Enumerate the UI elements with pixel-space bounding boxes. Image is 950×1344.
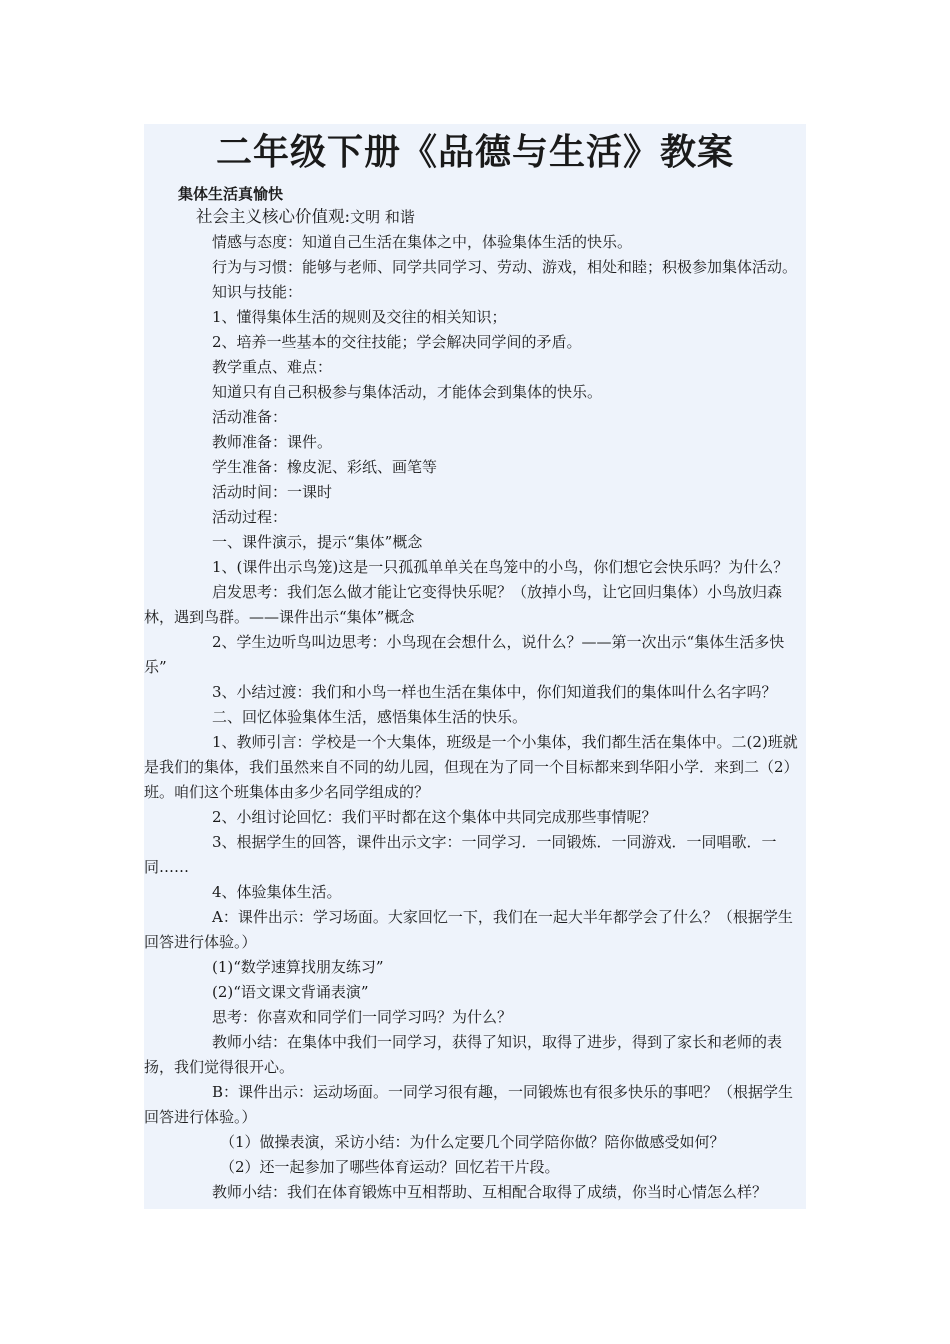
paragraph: 1、教师引言：学校是一个大集体，班级是一个小集体，我们都生活在集体中。二(2)班就是我们的集体，我们虽然来自不同的幼儿园，但现在为了同一个目标都来到华阳小学．来到二（2）班。咱们这个班集体由多少名同学组成的？	[144, 733, 799, 801]
paragraph: 学生准备：橡皮泥、彩纸、画笔等	[212, 458, 438, 476]
paragraph: 教师准备：课件。	[212, 433, 333, 451]
paragraph: 知道只有自己积极参与集体活动，才能体会到集体的快乐。	[212, 383, 603, 401]
paragraph: （1）做操表演，采访小结：为什么定要几个同学陪你做？陪你做感受如何？	[220, 1133, 725, 1151]
paragraph: 活动准备：	[212, 408, 288, 426]
paragraph: 1、(课件出示鸟笼)这是一只孤孤单单关在鸟笼中的小鸟，你们想它会快乐吗？为什么？	[212, 558, 789, 576]
paragraph: 教学重点、难点：	[212, 358, 333, 376]
paragraph: 启发思考：我们怎么做才能让它变得快乐呢？（放掉小鸟，让它回归集体）小鸟放归森林，遇到鸟群。——课件出示“集体”概念	[144, 583, 783, 626]
core-values-line	[144, 204, 806, 230]
paragraph: 一、课件演示，提示“集体”概念	[212, 533, 423, 551]
paragraph: 2、学生边听鸟叫边思考：小鸟现在会想什么，说什么？——第一次出示“集体生活多快乐”	[144, 633, 785, 676]
paragraph: （2）还一起参加了哪些体育运动？回忆若干片段。	[220, 1158, 560, 1176]
paragraph: 3、根据学生的回答，课件出示文字：一同学习．一同锻炼．一同游戏．一同唱歌．一同……	[144, 833, 777, 876]
paragraph: 活动时间：一课时	[212, 483, 333, 501]
paragraph: 教师小结：我们在体育锻炼中互相帮助、互相配合取得了成绩，你当时心情怎么样？	[212, 1183, 768, 1201]
lesson-subtitle: 集体生活真愉快	[178, 185, 284, 203]
paragraph: 行为与习惯：能够与老师、同学共同学习、劳动、游戏，相处和睦；积极参加集体活动。	[212, 258, 798, 276]
paragraph: 情感与态度：知道自己生活在集体之中，体验集体生活的快乐。	[212, 233, 633, 251]
paragraph: 思考：你喜欢和同学们一同学习吗？为什么？	[212, 1008, 513, 1026]
paragraph: 二、回忆体验集体生活，感悟集体生活的快乐。	[212, 708, 528, 726]
document-title: 二年级下册《品德与生活》教案	[215, 132, 734, 173]
paragraph: (2)“语文课文背诵表演”	[212, 983, 369, 1001]
paragraph: 2、培养一些基本的交往技能；学会解决同学间的矛盾。	[212, 333, 582, 351]
paragraph: 3、小结过渡：我们和小鸟一样也生活在集体中，你们知道我们的集体叫什么名字吗？	[212, 683, 777, 701]
paragraph: 2、小组讨论回忆：我们平时都在这个集体中共同完成那些事情呢？	[212, 808, 657, 826]
document-body	[144, 124, 806, 1209]
paragraph: (1)“数学速算找朋友练习”	[212, 958, 384, 976]
paragraph: A：课件出示：学习场面。大家回忆一下，我们在一起大半年都学会了什么？（根据学生回答进行体验。）	[144, 908, 793, 951]
paragraph: B：课件出示：运动场面。一同学习很有趣，一同锻炼也有很多快乐的事吧？（根据学生回答进行体验。）	[144, 1083, 794, 1126]
paragraph: 1、懂得集体生活的规则及交往的相关知识；	[212, 308, 507, 326]
paragraph: 4、体验集体生活。	[212, 883, 342, 901]
paragraph: 活动过程：	[212, 508, 288, 526]
core-values-text: 文明 和谐	[350, 208, 415, 226]
paragraph: 教师小结：在集体中我们一同学习，获得了知识，取得了进步，得到了家长和老师的表扬，我们觉得很开心。	[144, 1033, 783, 1076]
paragraph: 知识与技能：	[212, 283, 303, 301]
core-values-label: 社会主义核心价值观:	[196, 207, 351, 226]
